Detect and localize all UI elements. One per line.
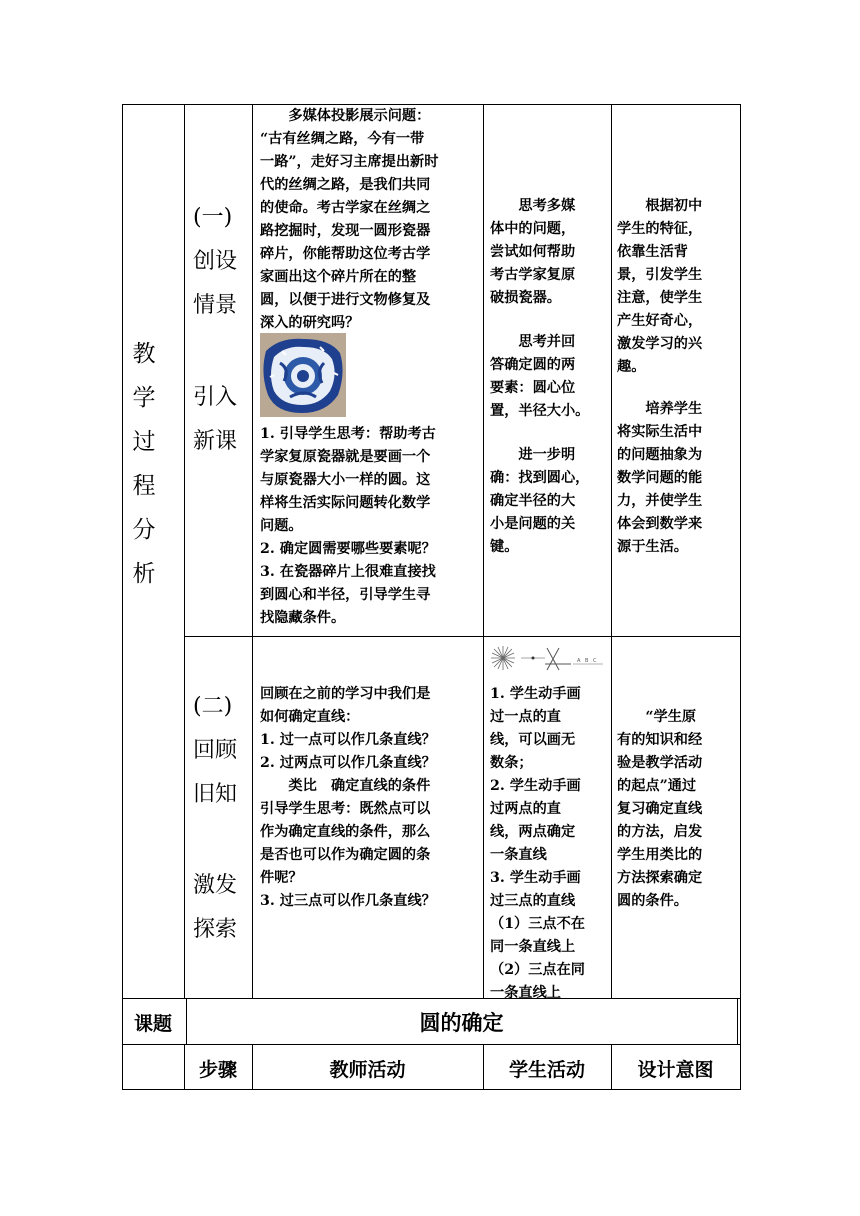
text-line: 有的知识和经 xyxy=(617,732,703,748)
text-line: 依靠生活背 xyxy=(617,244,688,260)
text-line: 一条直线上 xyxy=(490,985,561,1001)
text-line: 家画出这个碎片所在的整 xyxy=(260,269,417,285)
text-line: 引导学生思考：既然点可以 xyxy=(260,801,431,817)
topic-title: 圆的确定 xyxy=(419,1010,504,1035)
step2-teacher xyxy=(260,683,436,913)
column-divider xyxy=(611,104,612,999)
text-line: 破损瓷器。 xyxy=(490,290,561,306)
step2-title-line: 旧知 xyxy=(193,782,238,807)
text-line: 景，引发学生 xyxy=(617,267,703,283)
text-line: 键。 xyxy=(490,539,519,555)
text-line: 回顾在之前的学习中我们是 xyxy=(260,686,431,702)
step1-heading xyxy=(193,196,237,328)
row-divider xyxy=(184,636,741,637)
column-divider xyxy=(737,998,738,1045)
text-line: 源于生活。 xyxy=(617,539,688,555)
text-line: 件呢？ xyxy=(260,870,303,886)
text-line: 趣。 xyxy=(617,359,646,375)
point-label: A xyxy=(577,658,581,664)
text-line: 将实际生活中 xyxy=(617,424,703,440)
step1-subtitle-line: 引入 xyxy=(193,385,238,410)
text-line: 培养学生 xyxy=(617,401,703,417)
step1-student-c xyxy=(490,444,589,559)
text-line: （2）三点在同 xyxy=(490,962,585,978)
text-line: 确：找到圆心， xyxy=(490,470,590,486)
text-line: 体会到数学来 xyxy=(617,516,703,532)
text-line: 是否也可以作为确定圆的条 xyxy=(260,847,431,863)
step1-teacher-intro xyxy=(260,105,438,335)
text-line: 2. 确定圆需要哪些要素呢？ xyxy=(260,541,436,557)
step2-heading xyxy=(193,685,237,817)
text-line: 过一点的直 xyxy=(490,709,561,725)
text-line: 过两点的直 xyxy=(490,801,561,817)
text-line: 方法探索确定 xyxy=(617,870,703,886)
text-line: 2. 学生动手画 xyxy=(490,778,581,794)
text-line: 3. 过三点可以作几条直线？ xyxy=(260,893,436,909)
text-line: 问题。 xyxy=(260,518,303,534)
column-divider xyxy=(483,104,484,999)
text-line: 学生的特征， xyxy=(617,221,703,237)
header-student-activity: 学生活动 xyxy=(508,1059,585,1081)
text-line: 的起点”通过 xyxy=(617,778,697,794)
text-line: 类比 确定直线的条件 xyxy=(260,778,431,794)
step2-title-line: 回顾 xyxy=(193,738,238,763)
text-line: 线，可以画无 xyxy=(490,732,576,748)
text-line: 代的丝绸之路，是我们共同 xyxy=(260,177,431,193)
label-char: 教 xyxy=(132,341,156,367)
step1-student-a xyxy=(490,195,575,310)
point-label: C xyxy=(593,658,597,664)
text-line: 答确定圆的两 xyxy=(490,357,576,373)
text-line: 激发学习的兴 xyxy=(617,336,703,352)
point-label: B xyxy=(585,658,589,664)
table-left-border xyxy=(122,104,123,1090)
step1-subheading xyxy=(193,376,237,464)
text-line: 多媒体投影展示问题： xyxy=(260,108,431,124)
porcelain-plate-icon xyxy=(260,333,346,417)
text-line: 一路”，走好习主席提出新时 xyxy=(260,154,439,170)
table-right-border xyxy=(740,104,741,1090)
text-line: 到圆心和半径，引导学生寻 xyxy=(260,587,431,603)
step2-subheading xyxy=(193,864,237,952)
text-line: 体中的问题， xyxy=(490,221,576,237)
step2-design xyxy=(617,706,702,913)
text-line: 圆，以便于进行文物修复及 xyxy=(260,292,431,308)
text-line: 深入的研究吗？ xyxy=(260,315,360,331)
step2-student xyxy=(490,683,585,1005)
label-char: 析 xyxy=(132,561,156,587)
step1-title-line: 情景 xyxy=(193,293,238,318)
text-line: 产生好奇心， xyxy=(617,313,703,329)
text-line: 同一条直线上 xyxy=(490,939,576,955)
step2-number: (二) xyxy=(193,694,233,719)
text-line: 样将生活实际问题转化数学 xyxy=(260,495,431,511)
column-divider xyxy=(184,104,185,999)
text-line: 3. 在瓷器碎片上很难直接找 xyxy=(260,564,436,580)
text-line: 数学问题的能 xyxy=(617,470,703,486)
column-divider xyxy=(252,104,253,999)
text-line: 作为确定直线的条件，那么 xyxy=(260,824,431,840)
header-step: 步骤 xyxy=(198,1059,237,1081)
row-divider xyxy=(122,1044,741,1045)
text-line: 路挖掘时，发现一圆形瓷器 xyxy=(260,223,431,239)
text-line: 2. 过两点可以作几条直线？ xyxy=(260,755,436,771)
text-line: 的问题抽象为 xyxy=(617,447,703,463)
text-line: 考古学家复原 xyxy=(490,267,576,283)
label-char: 分 xyxy=(132,517,156,543)
text-line: 一条直线 xyxy=(490,847,547,863)
step1-teacher-steps xyxy=(260,423,436,630)
step1-design-b xyxy=(617,398,702,559)
topic-label: 课题 xyxy=(133,1013,172,1035)
text-line: 思考多媒 xyxy=(490,198,576,214)
text-line: 1. 学生动手画 xyxy=(490,686,581,702)
text-line: 尝试如何帮助 xyxy=(490,244,576,260)
text-line: 学生用类比的 xyxy=(617,847,703,863)
label-char: 程 xyxy=(132,473,156,499)
step1-title-line: 创设 xyxy=(193,249,238,274)
step1-student-b xyxy=(490,331,589,423)
text-line: 小是问题的关 xyxy=(490,516,576,532)
process-analysis-label xyxy=(129,332,159,596)
porcelain-fragment-image xyxy=(260,333,346,417)
text-line: 3. 学生动手画 xyxy=(490,870,581,886)
text-line: 注意，使学生 xyxy=(617,290,703,306)
text-line: 找隐藏条件。 xyxy=(260,610,346,626)
step1-number: (一) xyxy=(193,205,233,230)
step2-subtitle-line: 激发 xyxy=(193,873,238,898)
step1-design-a xyxy=(617,195,702,379)
text-line: 过三点的直线 xyxy=(490,893,576,909)
lines-diagram xyxy=(489,642,605,674)
text-line: 的方法，启发 xyxy=(617,824,703,840)
text-line: 要素：圆心位 xyxy=(490,380,576,396)
text-line: 根据初中 xyxy=(617,198,703,214)
text-line: 学家复原瓷器就是要画一个 xyxy=(260,449,431,465)
lines-through-points-icon xyxy=(489,642,605,674)
text-line: “古有丝绸之路，今有一带 xyxy=(260,131,425,147)
text-line: 的使命。考古学家在丝绸之 xyxy=(260,200,431,216)
row-divider xyxy=(122,998,741,999)
text-line: 碎片，你能帮助这位考古学 xyxy=(260,246,431,262)
text-line: 如何确定直线： xyxy=(260,709,360,725)
text-line: 思考并回 xyxy=(490,334,576,350)
text-line: “学生原 xyxy=(617,709,697,725)
label-char: 学 xyxy=(132,385,156,411)
text-line: 确定半径的大 xyxy=(490,493,576,509)
text-line: 置，半径大小。 xyxy=(490,403,590,419)
text-line: 进一步明 xyxy=(490,447,576,463)
text-line: 1. 引导学生思考：帮助考古 xyxy=(260,426,436,442)
header-design-intent: 设计意图 xyxy=(637,1059,714,1081)
text-line: 与原瓷器大小一样的圆。这 xyxy=(260,472,431,488)
text-line: 1. 过一点可以作几条直线？ xyxy=(260,732,436,748)
text-line: 数条； xyxy=(490,755,533,771)
label-char: 过 xyxy=(132,429,156,455)
text-line: 力，并使学生 xyxy=(617,493,703,509)
text-line: 复习确定直线 xyxy=(617,801,703,817)
step1-subtitle-line: 新课 xyxy=(193,429,238,454)
header-teacher-activity: 教师活动 xyxy=(329,1059,406,1081)
text-line: （1）三点不在 xyxy=(490,916,585,932)
table-bottom-border xyxy=(122,1089,741,1090)
step2-subtitle-line: 探索 xyxy=(193,917,238,942)
text-line: 线，两点确定 xyxy=(490,824,576,840)
text-line: 验是教学活动 xyxy=(617,755,703,771)
text-line: 圆的条件。 xyxy=(617,893,688,909)
